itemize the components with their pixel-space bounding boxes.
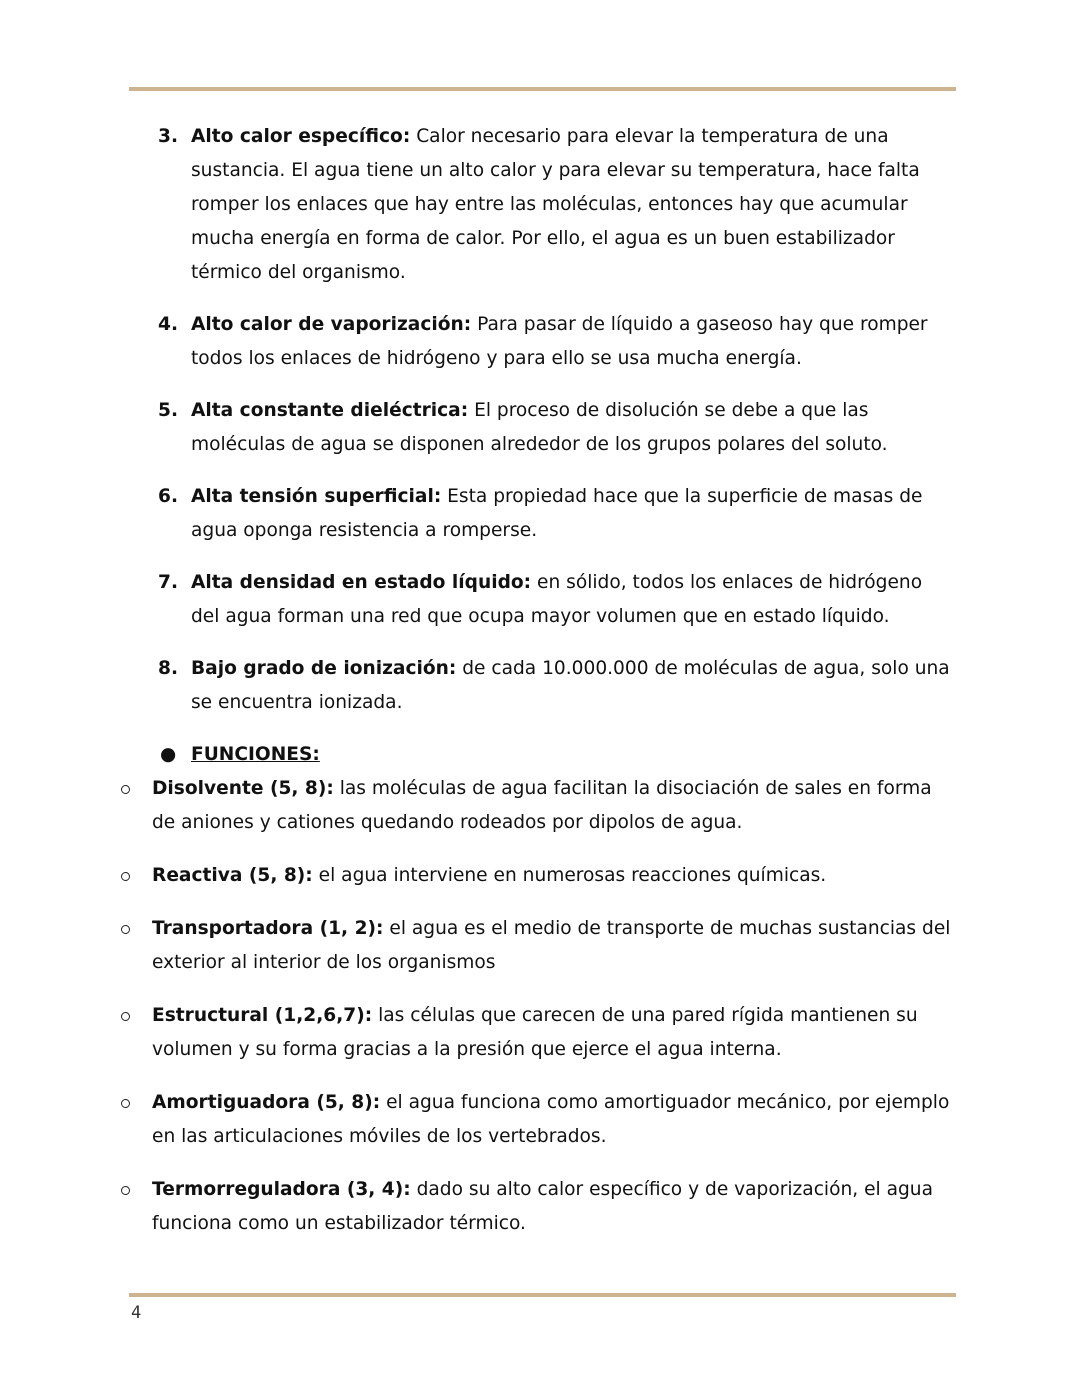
function-item <box>0 1086 957 1154</box>
property-item <box>0 308 951 376</box>
property-item <box>0 652 951 720</box>
functions-heading <box>0 738 1080 772</box>
item-text: Calor necesario para elevar la temperatura de una sustancia. El agua tiene un alto calor y para elevar su temperatura, hace falta romper los enlaces que hay entre las moléculas, entonces hay que acumular mucha energía en forma de calor. Por ello, el agua es un buen estabilizador térmico del organismo. <box>191 126 920 283</box>
item-term: Alta tensión superficial: <box>191 486 442 507</box>
circle-bullet-icon <box>121 1012 130 1021</box>
item-text: El proceso de disolución se debe a que las moléculas de agua se disponen alrededor de los grupos polares del soluto. <box>191 400 888 455</box>
function-text: las moléculas de agua facilitan la disociación de sales en forma de aniones y cationes quedando rodeados por dipolos de agua. <box>152 778 932 833</box>
function-item <box>0 772 957 840</box>
item-term: Bajo grado de ionización: <box>191 658 457 679</box>
function-term: Disolvente (5, 8): <box>152 778 334 799</box>
item-number: 8. <box>158 658 179 679</box>
circle-bullet-icon <box>121 785 130 794</box>
property-item <box>0 120 951 290</box>
function-term: Transportadora (1, 2): <box>152 918 384 939</box>
function-item <box>0 912 957 980</box>
function-term: Termorreguladora (3, 4): <box>152 1179 411 1200</box>
item-text: Para pasar de líquido a gaseoso hay que romper todos los enlaces de hidrógeno y para ello se usa mucha energía. <box>191 314 928 369</box>
functions-heading-label: FUNCIONES: <box>191 744 320 765</box>
item-number: 7. <box>158 572 179 593</box>
item-text: en sólido, todos los enlaces de hidrógeno del agua forman una red que ocupa mayor volumen que en estado líquido. <box>191 572 923 627</box>
item-text: de cada 10.000.000 de moléculas de agua, solo una se encuentra ionizada. <box>191 658 950 713</box>
function-term: Amortiguadora (5, 8): <box>152 1092 381 1113</box>
item-term: Alta densidad en estado líquido: <box>191 572 532 593</box>
item-number: 3. <box>158 126 179 147</box>
item-term: Alta constante dieléctrica: <box>191 400 469 421</box>
item-term: Alto calor específico: <box>191 126 411 147</box>
item-text: Esta propiedad hace que la superficie de masas de agua oponga resistencia a romperse. <box>191 486 923 541</box>
function-text: las células que carecen de una pared rígida mantienen su volumen y su forma gracias a la presión que ejerce el agua interna. <box>152 1005 918 1060</box>
function-term: Reactiva (5, 8): <box>152 865 313 886</box>
function-text: el agua interviene en numerosas reacciones químicas. <box>312 865 827 886</box>
item-number: 6. <box>158 486 179 507</box>
circle-bullet-icon <box>121 1186 130 1195</box>
page-number: 4 <box>131 1303 142 1323</box>
circle-bullet-icon <box>121 925 130 934</box>
item-term: Alto calor de vaporización: <box>191 314 472 335</box>
property-item <box>0 566 951 634</box>
function-item <box>0 859 957 893</box>
circle-bullet-icon <box>121 872 130 881</box>
item-number: 5. <box>158 400 179 421</box>
function-item <box>0 1173 957 1241</box>
function-text: el agua funciona como amortiguador mecánico, por ejemplo en las articulaciones móviles de los vertebrados. <box>152 1092 950 1147</box>
property-item <box>0 394 951 462</box>
function-text: el agua es el medio de transporte de muchas sustancias del exterior al interior de los organismos <box>152 918 951 973</box>
function-term: Estructural (1,2,6,7): <box>152 1005 373 1026</box>
property-item <box>0 480 951 548</box>
header-rule <box>129 87 956 91</box>
function-item <box>0 999 957 1067</box>
footer-rule <box>129 1293 956 1297</box>
function-text: dado su alto calor específico y de vaporización, el agua funciona como un estabilizador térmico. <box>152 1179 933 1234</box>
circle-bullet-icon <box>121 1099 130 1108</box>
page-content <box>0 120 1080 1260</box>
bullet-dot-icon: ● <box>160 744 177 765</box>
item-number: 4. <box>158 314 179 335</box>
